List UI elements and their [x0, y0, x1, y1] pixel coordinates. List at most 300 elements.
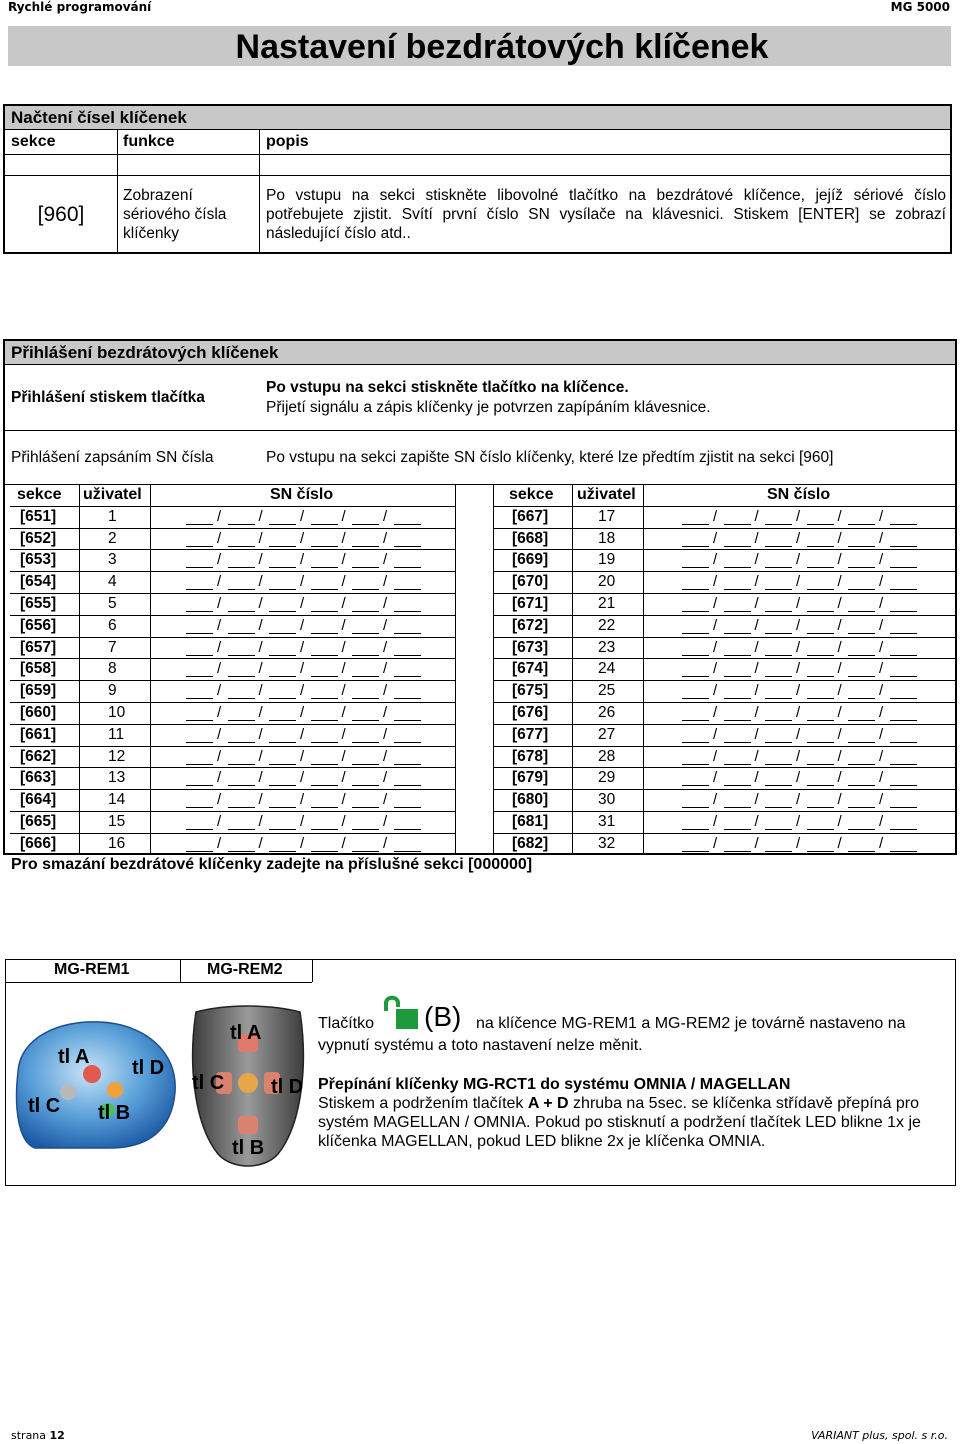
sn-blank: [724, 546, 751, 547]
sn-blank: [394, 546, 421, 547]
sn-blank: [807, 764, 834, 765]
remote2-label-b: tl B: [232, 1137, 265, 1159]
section-remotes: [5, 959, 956, 1186]
sn-blank: [186, 698, 213, 699]
sn-separator: /: [217, 834, 222, 852]
row-sekce: [654]: [20, 573, 57, 591]
sn-separator: /: [341, 791, 346, 809]
sn-separator: /: [754, 551, 759, 569]
divider: [493, 658, 955, 659]
divider: [643, 484, 644, 855]
sn-blank: [228, 589, 255, 590]
divider: [10, 724, 455, 725]
sn-separator: /: [754, 529, 759, 547]
sn-blank: [848, 611, 875, 612]
sn-separator: /: [341, 813, 346, 830]
sn-separator: /: [837, 595, 842, 612]
sn-blank: [682, 698, 709, 699]
col-popis: popis: [266, 133, 309, 150]
sn-blank: [890, 589, 917, 590]
sn-blank: [765, 829, 792, 830]
sn-separator: /: [837, 660, 842, 678]
sn-blank: [890, 851, 917, 852]
delete-footnote: Pro smazání bezdrátové klíčenky zadejte na příslušné sekci [000000]: [11, 856, 533, 873]
sn-blank: [269, 807, 296, 808]
sn-blank: [352, 546, 379, 547]
divider: [493, 549, 955, 550]
row-sekce: [674]: [512, 660, 549, 678]
sn-blank: [765, 589, 792, 590]
sn-blank: [724, 567, 751, 568]
para2-title: Přepínání klíčenky MG-RCT1 do systému OMNIA / MAGELLAN: [318, 1076, 791, 1093]
sn-blank: [269, 851, 296, 852]
sn-blank: [269, 589, 296, 590]
method2-text: Po vstupu na sekci zapište SN číslo klíčenky, které lze předtím zjistit na sekci [960]: [266, 449, 834, 466]
sn-blank: [311, 829, 338, 830]
sn-separator: /: [258, 573, 263, 591]
sn-blank: [311, 764, 338, 765]
sn-separator: /: [713, 747, 718, 765]
divider: [117, 130, 118, 254]
sn-separator: /: [713, 791, 718, 809]
divider: [10, 637, 455, 638]
sn-blank: [890, 655, 917, 656]
sn-separator: /: [879, 769, 884, 787]
sn-separator: /: [217, 747, 222, 765]
divider: [10, 571, 455, 572]
sn-blank: [848, 524, 875, 525]
row-uzivatel: 24: [598, 660, 616, 678]
footer-page: [11, 1429, 65, 1442]
sn-blank: [228, 742, 255, 743]
sn-separator: /: [258, 747, 263, 765]
row-sekce: [671]: [512, 595, 549, 612]
sn-separator: /: [300, 551, 305, 569]
sn-blank: [890, 611, 917, 612]
sn-blank: [352, 524, 379, 525]
sn-blank: [765, 720, 792, 721]
sn-blank: [890, 742, 917, 743]
sn-blank: [352, 589, 379, 590]
row-uzivatel: 15: [108, 813, 126, 830]
row-sekce: [960]: [37, 203, 85, 226]
row-sekce: [655]: [20, 595, 57, 612]
sn-separator: /: [796, 573, 801, 591]
sn-blank: [848, 676, 875, 677]
sn-separator: /: [879, 616, 884, 634]
remote2-name: MG-REM2: [207, 961, 283, 978]
sn-separator: /: [837, 813, 842, 830]
sn-separator: /: [837, 682, 842, 700]
sn-separator: /: [713, 507, 718, 525]
row-sekce: [669]: [512, 551, 549, 569]
sn-separator: /: [258, 551, 263, 569]
sn-blank: [352, 720, 379, 721]
sn-blank: [807, 655, 834, 656]
row-uzivatel: 30: [598, 791, 616, 809]
sn-separator: /: [217, 813, 222, 830]
row-sekce: [657]: [20, 638, 57, 656]
sn-blank: [186, 524, 213, 525]
sn-separator: /: [300, 725, 305, 743]
sn-blank: [228, 546, 255, 547]
sn-separator: /: [341, 682, 346, 700]
row-sekce: [659]: [20, 682, 57, 700]
row-sekce: [660]: [20, 704, 57, 721]
sn-separator: /: [217, 660, 222, 678]
sn-blank: [890, 829, 917, 830]
divider: [10, 746, 455, 747]
sn-blank: [848, 698, 875, 699]
sn-blank: [186, 785, 213, 786]
sn-blank: [848, 785, 875, 786]
sn-separator: /: [879, 834, 884, 852]
sn-blank: [682, 633, 709, 634]
para2-line1-c: zhruba na 5sec. se klíčenka střídavě přepíná pro: [568, 1095, 920, 1112]
row-uzivatel: 23: [598, 638, 616, 656]
row-uzivatel: 11: [108, 725, 125, 743]
row-uzivatel: 1: [108, 507, 117, 525]
row-uzivatel: 6: [108, 616, 117, 634]
divider: [493, 615, 955, 616]
sn-separator: /: [383, 660, 388, 678]
sn-separator: /: [341, 616, 346, 634]
sn-separator: /: [879, 725, 884, 743]
row-sekce: [668]: [512, 529, 549, 547]
sn-separator: /: [713, 725, 718, 743]
sn-blank: [311, 698, 338, 699]
sn-separator: /: [217, 616, 222, 634]
sn-separator: /: [300, 529, 305, 547]
sn-separator: /: [341, 507, 346, 525]
sn-blank: [765, 567, 792, 568]
sn-blank: [352, 567, 379, 568]
sn-separator: /: [383, 616, 388, 634]
section1-heading: Načtení čísel klíčenek: [5, 106, 950, 130]
sn-separator: /: [837, 507, 842, 525]
sn-blank: [682, 829, 709, 830]
sn-blank: [765, 655, 792, 656]
sn-blank: [311, 655, 338, 656]
sn-separator: /: [796, 834, 801, 852]
row-sekce: [661]: [20, 725, 57, 743]
divider: [10, 528, 455, 529]
sn-separator: /: [837, 573, 842, 591]
sn-blank: [682, 611, 709, 612]
sn-blank: [724, 785, 751, 786]
sn-separator: /: [383, 725, 388, 743]
sn-separator: /: [713, 704, 718, 721]
sn-separator: /: [341, 638, 346, 656]
header-uzivatel: uživatel: [577, 486, 636, 503]
remote1-label-c: tl C: [28, 1095, 61, 1117]
method1-line1: Po vstupu na sekci stiskněte tlačítko na klíčence.: [266, 379, 629, 396]
sn-separator: /: [217, 529, 222, 547]
row-uzivatel: 20: [598, 573, 616, 591]
sn-separator: /: [258, 791, 263, 809]
sn-blank: [394, 655, 421, 656]
para2-line2: systém MAGELLAN / OMNIA. Pokud po stisknutí a podržení tlačítek LED blikne 1x je: [318, 1114, 921, 1131]
sn-blank: [352, 698, 379, 699]
row-uzivatel: 8: [108, 660, 117, 678]
divider: [493, 811, 955, 812]
sn-blank: [682, 742, 709, 743]
sn-blank: [394, 785, 421, 786]
row-sekce: [672]: [512, 616, 549, 634]
section2-heading: Přihlášení bezdrátových klíčenek: [5, 341, 955, 365]
sn-blank: [848, 764, 875, 765]
sn-separator: /: [754, 813, 759, 830]
sn-separator: /: [383, 507, 388, 525]
para1-line2: vypnutí systému a toto nastavení nelze měnit.: [318, 1037, 643, 1054]
sn-blank: [765, 742, 792, 743]
sn-separator: /: [341, 769, 346, 787]
sn-blank: [848, 742, 875, 743]
remote1-label-b: tl B: [98, 1102, 131, 1124]
section1-spacer-row: [5, 155, 950, 176]
sn-blank: [682, 655, 709, 656]
divider: [79, 484, 80, 855]
sn-separator: /: [300, 573, 305, 591]
sn-blank: [228, 567, 255, 568]
divider: [10, 506, 455, 507]
sn-separator: /: [300, 834, 305, 852]
sn-separator: /: [879, 595, 884, 612]
row-uzivatel: 29: [598, 769, 616, 787]
header-uzivatel: uživatel: [83, 486, 142, 503]
row-sekce: [667]: [512, 507, 549, 525]
row-uzivatel: 18: [598, 529, 616, 547]
sn-blank: [682, 720, 709, 721]
sn-blank: [724, 589, 751, 590]
sn-separator: /: [796, 725, 801, 743]
method2-label: Přihlášení zapsáním SN čísla: [11, 449, 214, 466]
sn-separator: /: [217, 573, 222, 591]
sn-blank: [228, 764, 255, 765]
sn-separator: /: [796, 813, 801, 830]
row-sekce: [680]: [512, 791, 549, 809]
sn-blank: [311, 720, 338, 721]
sn-blank: [311, 589, 338, 590]
footer-page-label: strana: [11, 1429, 47, 1442]
sn-blank: [807, 611, 834, 612]
sn-separator: /: [383, 529, 388, 547]
sn-separator: /: [754, 616, 759, 634]
sn-separator: /: [383, 791, 388, 809]
sn-blank: [682, 764, 709, 765]
row-sekce: [662]: [20, 747, 57, 765]
sn-separator: /: [754, 769, 759, 787]
header-sekce: sekce: [509, 486, 554, 503]
sn-blank: [807, 524, 834, 525]
sn-separator: /: [258, 595, 263, 612]
row-sekce: [666]: [20, 834, 57, 852]
sn-separator: /: [383, 638, 388, 656]
sn-separator: /: [713, 834, 718, 852]
section1-column-headers: [5, 130, 950, 155]
sn-blank: [724, 720, 751, 721]
sn-blank: [186, 589, 213, 590]
para1-suffix: na klíčence MG-REM1 a MG-REM2 je továrně nastaveno na: [476, 1015, 906, 1032]
sn-separator: /: [754, 660, 759, 678]
row-sekce: [656]: [20, 616, 57, 634]
row-uzivatel: 12: [108, 747, 126, 765]
sn-separator: /: [879, 507, 884, 525]
remote2-label-c: tl C: [192, 1072, 225, 1094]
divider: [10, 615, 455, 616]
sn-separator: /: [341, 551, 346, 569]
sn-separator: /: [217, 769, 222, 787]
sn-separator: /: [300, 616, 305, 634]
para2-line1: [318, 1094, 919, 1113]
sn-separator: /: [300, 791, 305, 809]
sn-blank: [807, 851, 834, 852]
sn-separator: /: [754, 747, 759, 765]
sn-separator: /: [713, 638, 718, 656]
sn-separator: /: [837, 725, 842, 743]
sn-separator: /: [300, 704, 305, 721]
row-uzivatel: 16: [108, 834, 126, 852]
sn-blank: [724, 633, 751, 634]
sn-blank: [269, 567, 296, 568]
remote1-button-d: [107, 1082, 123, 1098]
row-sekce: [664]: [20, 791, 57, 809]
sn-separator: /: [383, 769, 388, 787]
row-sekce: [677]: [512, 725, 549, 743]
divider: [10, 702, 455, 703]
sn-blank: [848, 633, 875, 634]
col-sekce: sekce: [11, 133, 56, 150]
row-sekce: [653]: [20, 551, 57, 569]
sn-blank: [807, 676, 834, 677]
sn-separator: /: [300, 747, 305, 765]
row-funkce: Zobrazení sériového čísla klíčenky: [123, 187, 227, 242]
sn-blank: [848, 807, 875, 808]
row-sekce: [651]: [20, 507, 57, 525]
sn-blank: [228, 829, 255, 830]
sn-separator: /: [796, 791, 801, 809]
sn-blank: [352, 633, 379, 634]
sn-blank: [394, 829, 421, 830]
sn-blank: [311, 807, 338, 808]
sn-blank: [807, 589, 834, 590]
sn-separator: /: [879, 704, 884, 721]
sn-blank: [228, 524, 255, 525]
section-enroll: [3, 339, 957, 855]
sn-blank: [765, 851, 792, 852]
sn-separator: /: [217, 725, 222, 743]
sn-separator: /: [258, 616, 263, 634]
remote2-label-d: tl D: [271, 1076, 304, 1098]
sn-separator: /: [300, 769, 305, 787]
sn-blank: [890, 785, 917, 786]
sn-blank: [269, 676, 296, 677]
sn-blank: [186, 633, 213, 634]
row-sekce: [681]: [512, 813, 549, 830]
sn-separator: /: [383, 682, 388, 700]
sn-separator: /: [713, 529, 718, 547]
sn-blank: [765, 546, 792, 547]
sn-blank: [807, 546, 834, 547]
sn-blank: [228, 785, 255, 786]
sn-blank: [848, 546, 875, 547]
sn-blank: [724, 829, 751, 830]
title-bar: [8, 26, 951, 66]
sn-separator: /: [217, 704, 222, 721]
sn-blank: [682, 676, 709, 677]
sn-separator: /: [713, 595, 718, 612]
sn-separator: /: [754, 704, 759, 721]
sn-blank: [394, 742, 421, 743]
sn-separator: /: [258, 507, 263, 525]
sn-separator: /: [217, 682, 222, 700]
sn-blank: [269, 655, 296, 656]
sn-separator: /: [383, 704, 388, 721]
sn-blank: [890, 546, 917, 547]
sn-blank: [394, 524, 421, 525]
sn-separator: /: [300, 682, 305, 700]
sn-separator: /: [879, 682, 884, 700]
sn-blank: [394, 676, 421, 677]
sn-blank: [765, 807, 792, 808]
sn-separator: /: [258, 769, 263, 787]
row-uzivatel: 3: [108, 551, 117, 569]
sn-separator: /: [300, 660, 305, 678]
sn-blank: [186, 742, 213, 743]
sn-blank: [765, 611, 792, 612]
method1-line2: Přijetí signálu a zápis klíčenky je potvrzen zapípáním klávesnice.: [266, 399, 711, 416]
sn-separator: /: [754, 725, 759, 743]
divider: [493, 680, 955, 681]
divider: [493, 506, 955, 507]
sn-separator: /: [258, 529, 263, 547]
divider: [493, 724, 955, 725]
divider: [455, 484, 456, 855]
row-uzivatel: 21: [598, 595, 616, 612]
sn-blank: [269, 785, 296, 786]
row-uzivatel: 25: [598, 682, 616, 700]
row-sekce: [663]: [20, 769, 57, 787]
sn-separator: /: [796, 704, 801, 721]
remote2-label-a: tl A: [230, 1022, 262, 1044]
sn-blank: [890, 676, 917, 677]
sn-blank: [186, 807, 213, 808]
sn-blank: [890, 698, 917, 699]
sn-blank: [724, 676, 751, 677]
row-uzivatel: 7: [108, 638, 117, 656]
remote1-label-d: tl D: [132, 1057, 165, 1079]
sn-separator: /: [754, 573, 759, 591]
sn-separator: /: [837, 551, 842, 569]
sn-blank: [352, 742, 379, 743]
sn-separator: /: [879, 747, 884, 765]
row-sekce: [682]: [512, 834, 549, 852]
sn-separator: /: [341, 704, 346, 721]
row-uzivatel: 32: [598, 834, 616, 852]
sn-blank: [269, 720, 296, 721]
header-sn: SN číslo: [270, 486, 334, 503]
row-sekce: [670]: [512, 573, 549, 591]
sn-blank: [724, 524, 751, 525]
para2-line3: klíčenka MAGELLAN, pokud LED blikne 2x je klíčenka OMNIA.: [318, 1133, 766, 1150]
sn-separator: /: [258, 813, 263, 830]
sn-blank: [311, 742, 338, 743]
divider: [10, 833, 455, 834]
divider: [312, 960, 313, 982]
sn-separator: /: [258, 704, 263, 721]
sn-separator: /: [383, 595, 388, 612]
sn-blank: [807, 698, 834, 699]
